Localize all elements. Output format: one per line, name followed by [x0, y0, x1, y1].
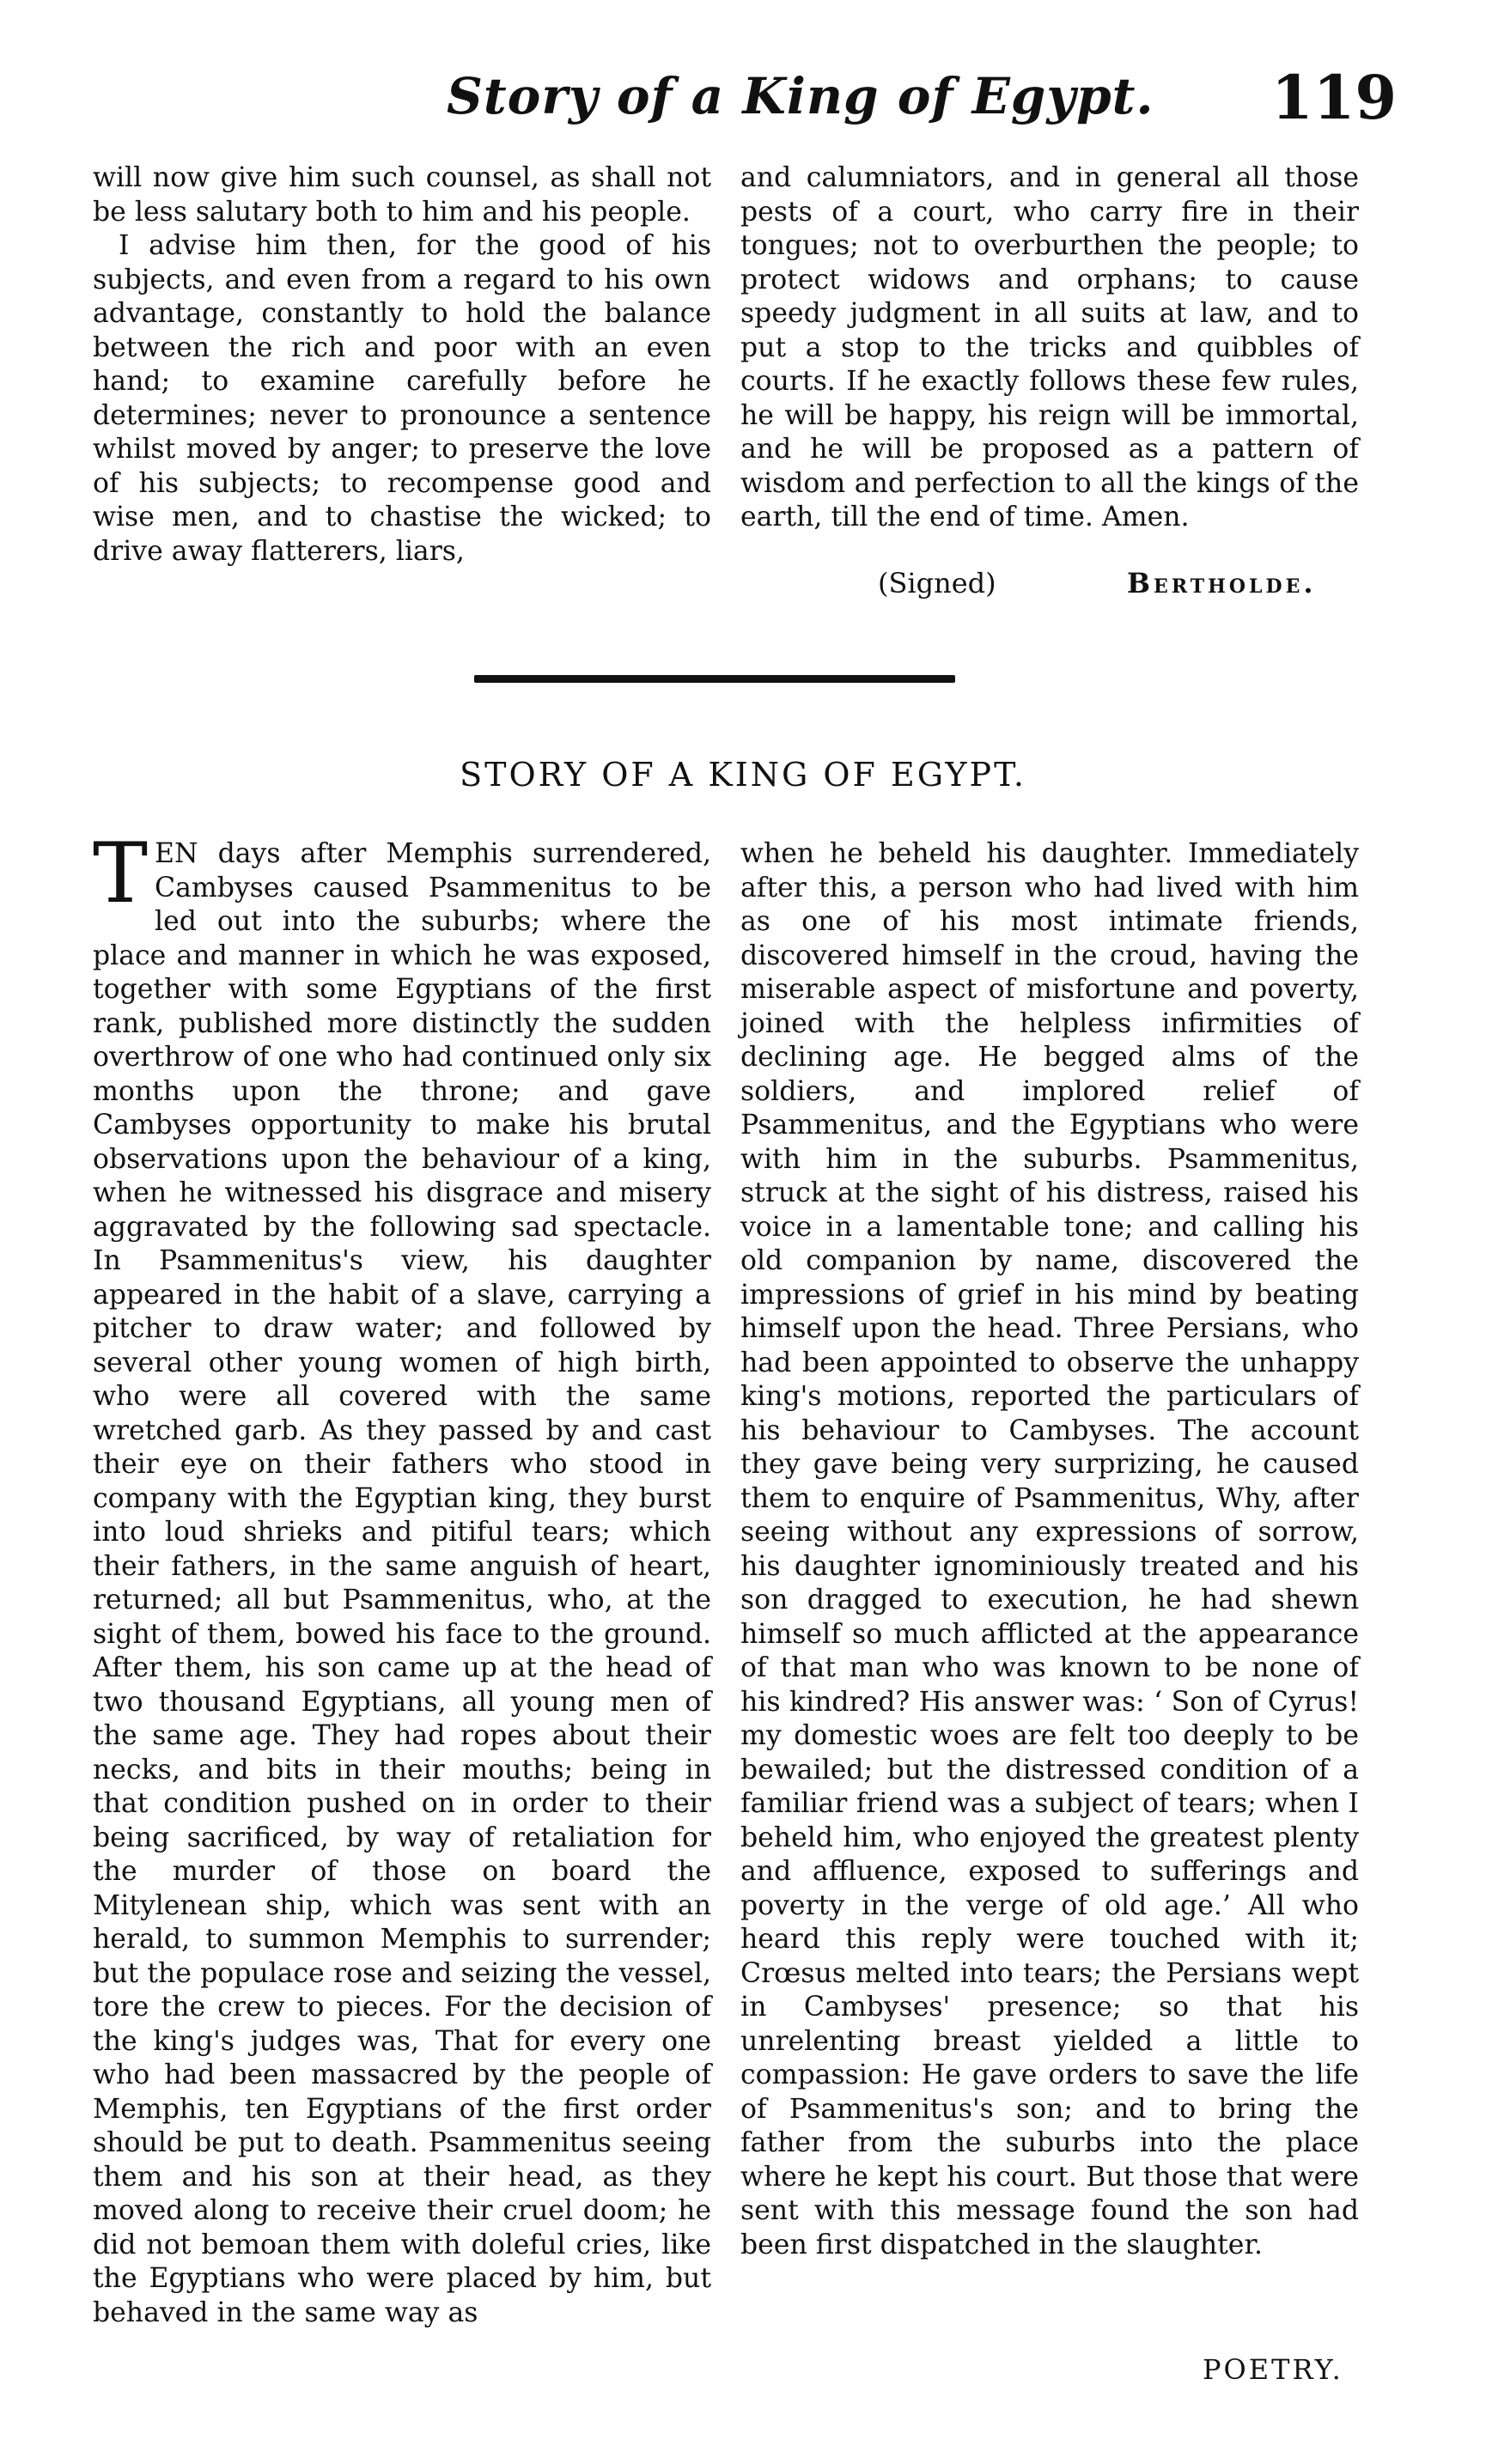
catchword: POETRY. — [1203, 2353, 1343, 2386]
signature-line — [740, 567, 1359, 605]
running-head — [0, 62, 1486, 144]
paragraph: and calumniators, and in general all those pests of a court, who carry fire in their tongues; not to overburthen the people; to protect widows and orphans; to cause speedy judgment in all suits at law, and to put a stop to the tricks and quibbles of courts. If he exactly follows these few rules, he will be happy, his reign will be immortal, and he will be proposed as a pattern of wisdom and perfection to all the kings of the earth, till the end of time. Amen. — [740, 162, 1359, 532]
paragraph: will now give him such counsel, as shall not be less salutary both to him and his people. — [93, 162, 711, 228]
paragraph-text: EN days after Memphis surrendered, Cambyses caused Psammenitus to be led out into the suburbs; where the place and manner in which he was exposed, together with some Egyptians of the first rank, published more distinctly the sudden overthrow of one who had continued only six months upon the throne; and gave Cambyses opportunity to make his brutal observations upon the behaviour of a king, when he witnessed his disgrace and misery aggravated by the following sad spectacle. In Psammenitus's view, his daughter appeared in the habit of a slave, carrying a pitcher to draw water; and followed by several other young women of high birth, who were all covered with the same wretched garb. As they passed by and cast their eye on their fathers who stood in company with the Egyptian king, they burst into loud shrieks and pitiful tears; which their fathers, in the same anguish of heart, returned; all but Psammenitus, who, at the sight of them, bowed his face to the ground. After them, his son came up at the head of two thousand Egyptians, all young men of the same age. They had ropes about their necks, and bits in their mouths; being in that condition pushed on in order to their being sacrificed, by way of retaliation for the murder of those on board the Mitylenean ship, which was sent with an herald, to summon Memphis to surrender; but the populace rose and seizing the vessel, tore the crew to pieces. For the decision of the king's judges was, That for every one who had been massacred by the people of Memphis, ten Egyptians of the first order should be put to death. Psammenitus seeing them and his son at their head, as they moved along to receive their cruel doom; he did not bemoan them with doleful cries, like the Egyptians who were placed by him, but behaved in the same way as — [93, 838, 711, 2328]
article-left-column — [93, 825, 711, 2330]
article-heading: STORY OF A KING OF EGYPT. — [460, 756, 1026, 794]
drop-cap: T — [93, 825, 149, 922]
signature-label: (Signed) — [878, 567, 996, 599]
signature-name: Bertholde. — [1127, 567, 1317, 599]
section-divider-rule — [474, 675, 955, 683]
paragraph: when he beheld his daughter. Immediately after this, a person who had lived with him as one of his most intimate friends, discovered himself in the croud, having the miserable aspect of misfortune and poverty, joined with the helpless infirmities of declining age. He begged alms of the soldiers, and implored relief of Psammenitus, and the Egyptians who were with him in the suburbs. Psammenitus, struck at the sight of his distress, raised his voice in a lamentable tone; and calling his old companion by name, discovered the impressions of grief in his mind by beating himself upon the head. Three Persians, who had been appointed to observe the unhappy king's motions, reported the particulars of his behaviour to Cambyses. The account they gave being very surprizing, he caused them to enquire of Psammenitus, Why, after seeing without any expressions of sorrow, his daughter ignominiously treated and his son dragged to execution, he had shewn himself so much afflicted at the appearance of that man who was known to be none of his kindred? His answer was: ‘ Son of Cyrus! my domestic woes are felt too deeply to be bewailed; but the distressed condition of a familiar friend was a subject of tears; when I beheld him, who enjoyed the greatest plenty and affluence, exposed to sufferings and poverty in the verge of old age.’ All who heard this reply were touched with it; Crœsus melted into tears; the Persians wept in Cambyses' presence; so that his unrelenting breast yielded a little to compassion: He gave orders to save the life of Psammenitus's son; and to bring the father from the suburbs into the place where he kept his court. But those that were sent with this message found the son had been first dispatched in the slaughter. — [740, 838, 1359, 2260]
article-right-column — [740, 837, 1359, 2262]
previous-article-right-column — [740, 161, 1359, 535]
paragraph: I advise him then, for the good of his subjects, and even from a regard to his own advantage, constantly to hold the balance between the rich and poor with an even hand; to examine carefully before he determines; never to pronounce a sentence whilst moved by anger; to preserve the love of his subjects; to recompense good and wise men, and to chastise the wicked; to drive away flatterers, liars, — [93, 230, 711, 567]
running-title: Story of a King of Egypt. — [447, 67, 1154, 125]
paragraph — [93, 825, 711, 2330]
page-number: 119 — [1271, 62, 1398, 133]
previous-article-left-column — [93, 161, 711, 569]
